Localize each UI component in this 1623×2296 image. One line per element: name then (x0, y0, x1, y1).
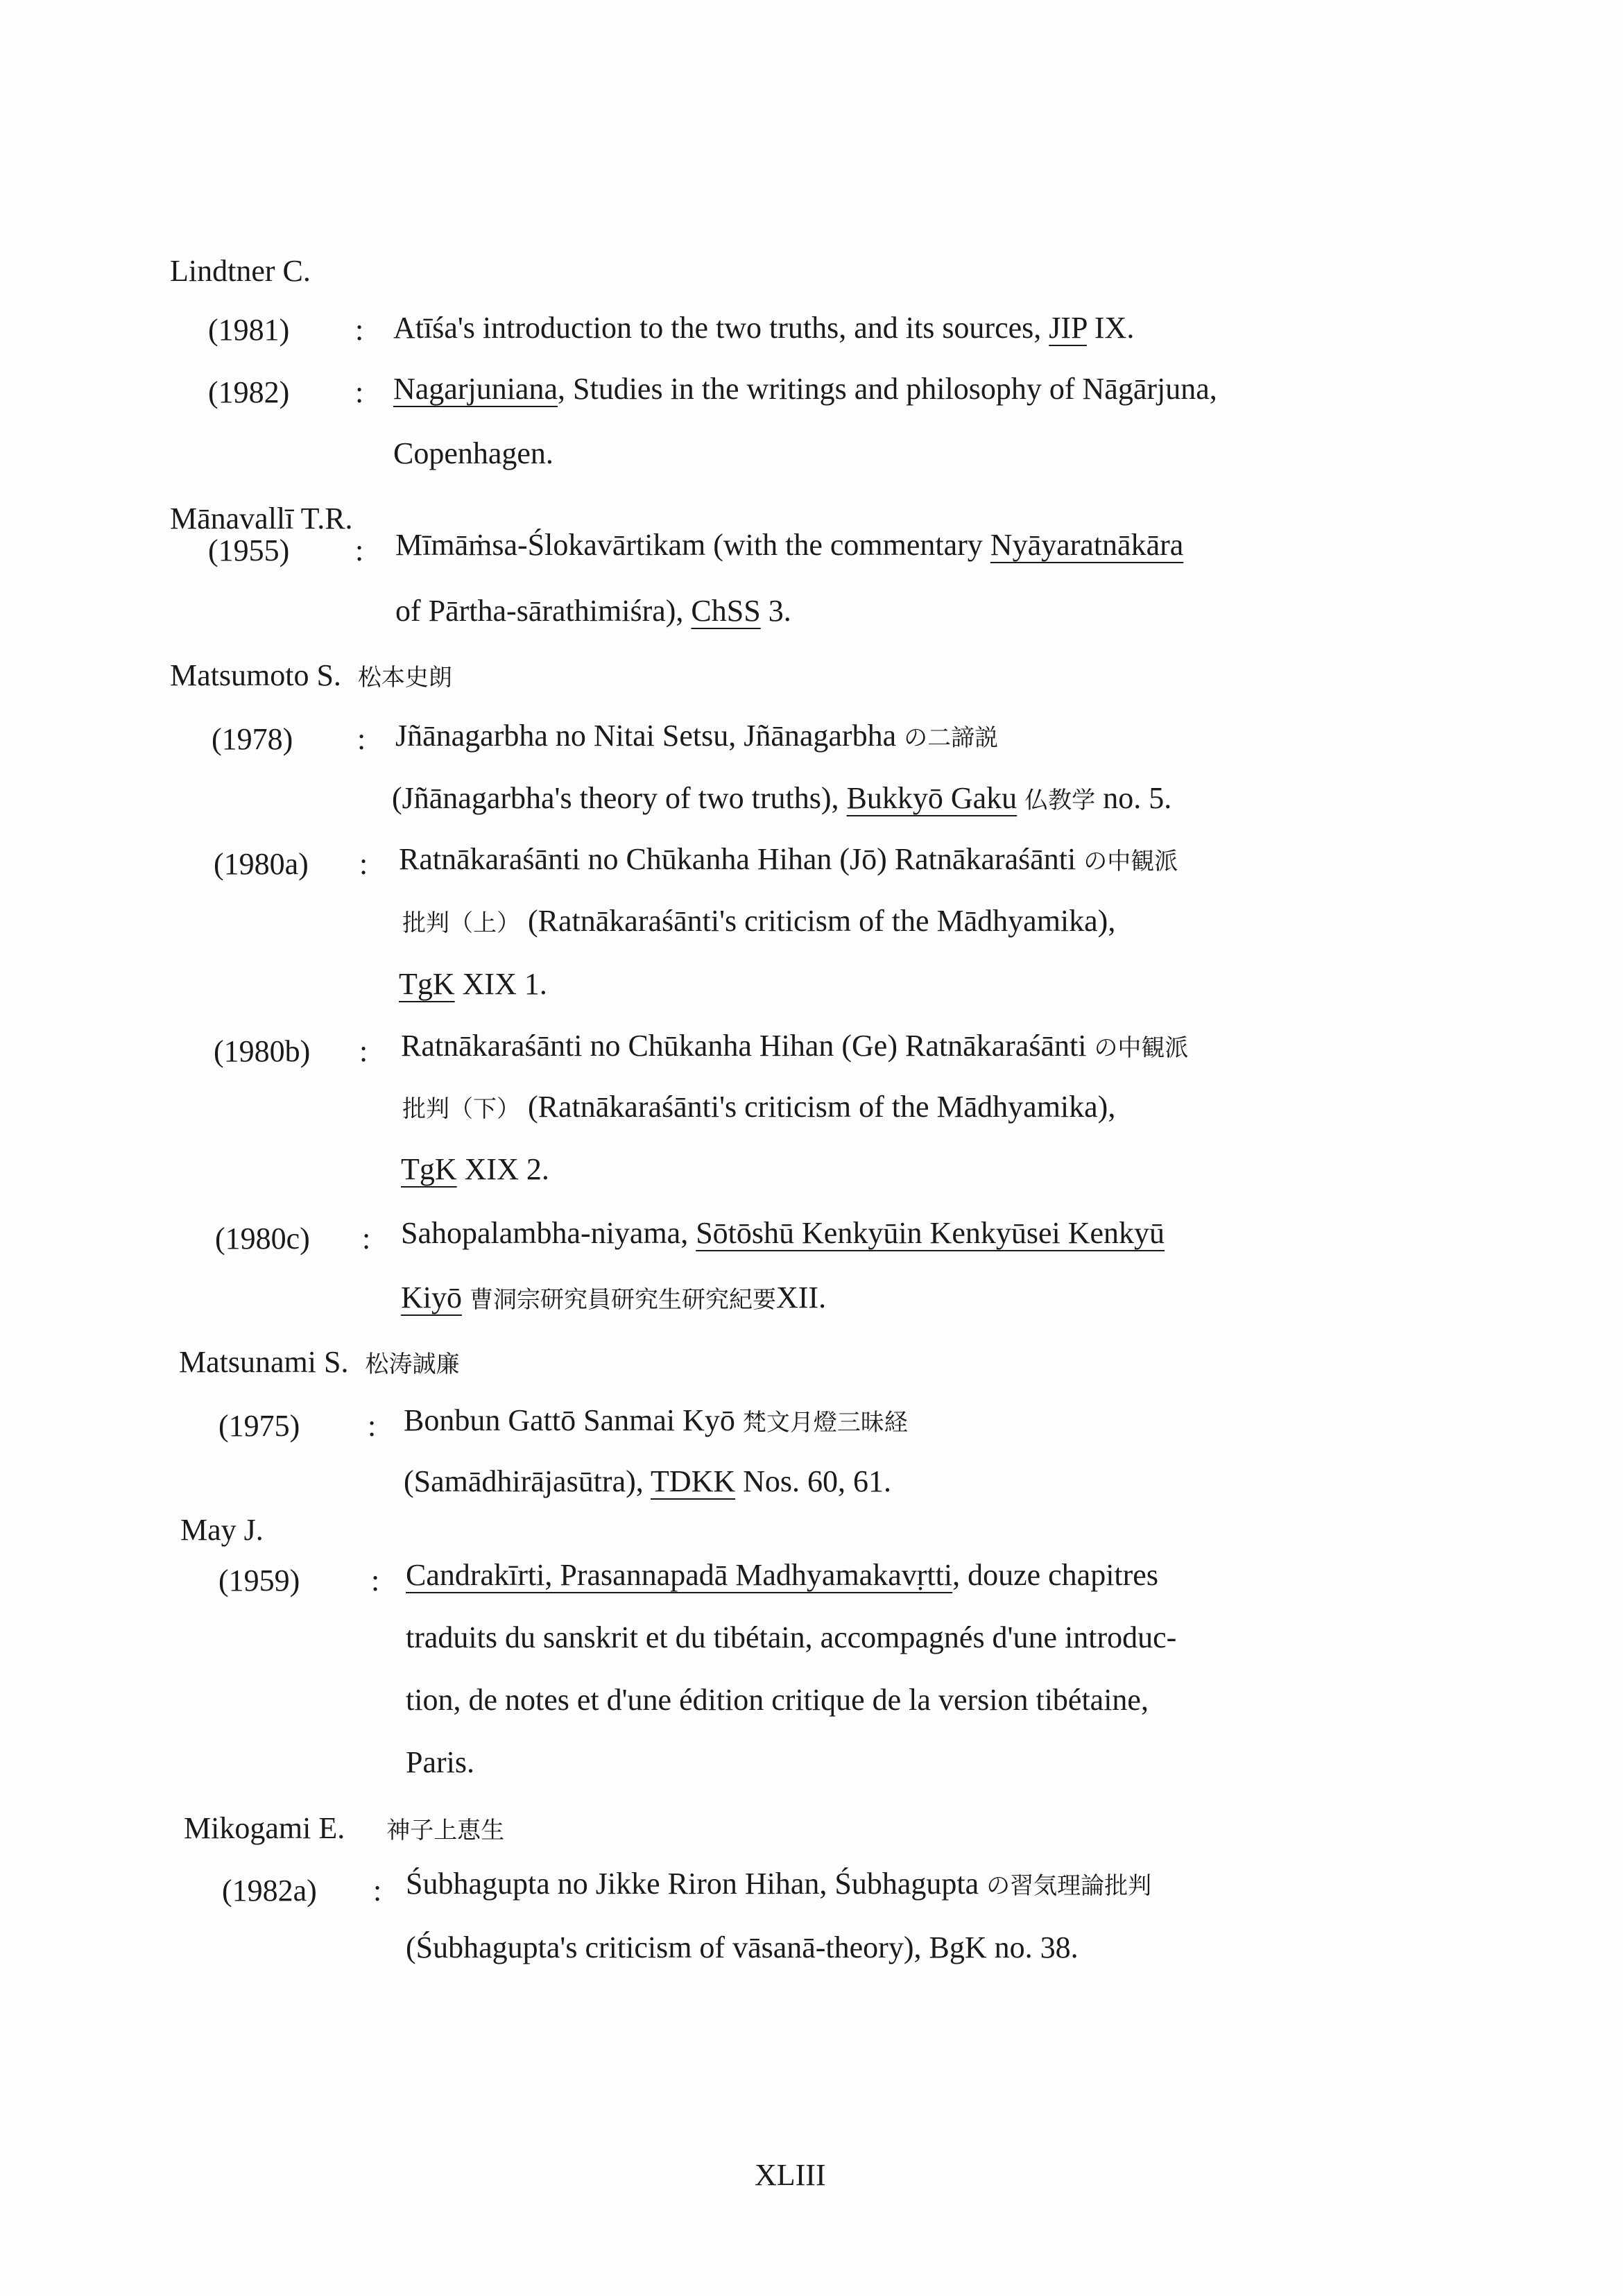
citation-line: Atīśa's introduction to the two truths, and its sources, JIP IX. (393, 311, 1135, 345)
colon-separator: : (355, 313, 364, 347)
citation-line: traduits du sanskrit et du tibétain, accompagnés d'une introduc- (406, 1620, 1177, 1654)
citation-line: Bonbun Gattō Sanmai Kyō 梵文月燈三昧経 (404, 1403, 908, 1437)
page-number: XLIII (755, 2158, 826, 2192)
work-year: (1982) (208, 375, 290, 409)
author-name (180, 1512, 264, 1548)
journal-abbrev: TDKK (650, 1464, 736, 1498)
author-name (170, 253, 311, 289)
author-label: Matsunami S. (179, 1345, 349, 1379)
work-year: (1980c) (215, 1222, 310, 1256)
citation-line: Mīmāṁsa-Ślokavārtikam (with the commentary Nyāyaratnākāra (395, 528, 1184, 562)
citation-line: of Pārtha-sārathimiśra), ChSS 3. (395, 594, 791, 628)
journal-abbrev: TgK (399, 967, 455, 1001)
work-year: (1959) (218, 1563, 300, 1597)
colon-separator: : (357, 722, 366, 756)
citation-line: Kiyō 曹洞宗研究員研究生研究紀要XII. (401, 1280, 827, 1314)
colon-separator: : (362, 1222, 371, 1256)
work-year: (1981) (208, 313, 290, 347)
citation-line: Śubhagupta no Jikke Riron Hihan, Śubhagupta の習気理論批判 (406, 1867, 1152, 1901)
author-japanese: 松涛誠廉 (365, 1351, 460, 1378)
citation-line: Ratnākaraśānti no Chūkanha Hihan (Ge) Ratnākaraśānti の中観派 (401, 1029, 1189, 1063)
author-label: Mānavallī T.R. (170, 502, 353, 536)
colon-separator: : (371, 1563, 380, 1597)
journal-abbrev: JIP (1049, 311, 1087, 345)
author-japanese: 神子上恵生 (386, 1817, 505, 1844)
colon-separator: : (373, 1874, 382, 1908)
commentary-title: Nyāyaratnākāra (990, 528, 1184, 562)
book-title: Nagarjuniana (393, 372, 558, 406)
citation-line: Jñānagarbha no Nitai Setsu, Jñānagarbha の二諦説 (395, 719, 999, 753)
citation-line: Copenhagen. (393, 436, 553, 470)
colon-separator: : (355, 533, 364, 567)
colon-separator: : (355, 375, 364, 409)
work-year: (1975) (218, 1409, 300, 1443)
author-label: Matsumoto S. (170, 658, 341, 692)
work-year: (1955) (208, 533, 290, 567)
series-abbrev: ChSS (691, 594, 761, 628)
citation-line: (Samādhirājasūtra), TDKK Nos. 60, 61. (404, 1464, 892, 1498)
author-name (179, 1344, 459, 1380)
journal-title: Bukkyō Gaku (846, 781, 1017, 815)
author-name (170, 501, 353, 536)
citation-line: Paris. (406, 1745, 474, 1779)
colon-separator: : (359, 847, 368, 881)
citation-line: TgK XIX 2. (401, 1152, 549, 1186)
author-label: May J. (180, 1513, 264, 1547)
colon-separator: : (368, 1409, 377, 1443)
journal-title: Kiyō (401, 1280, 462, 1314)
work-year: (1980a) (214, 847, 309, 881)
author-name (170, 658, 452, 693)
author-name (184, 1810, 504, 1846)
citation-line: (Śubhagupta's criticism of vāsanā-theory), BgK no. 38. (406, 1930, 1079, 1964)
citation-line: TgK XIX 1. (399, 967, 547, 1001)
author-japanese: 松本史朗 (357, 664, 452, 692)
citation-line: Nagarjuniana, Studies in the writings and philosophy of Nāgārjuna, (393, 372, 1217, 406)
citation-line: 批判（上） (Ratnākaraśānti's criticism of the Mādhyamika), (402, 904, 1116, 938)
citation-line: tion, de notes et d'une édition critique de la version tibétaine, (406, 1683, 1149, 1717)
book-title: Candrakīrti, Prasannapadā Madhyamakavṛtti (406, 1558, 953, 1592)
journal-abbrev: TgK (401, 1152, 457, 1186)
work-year: (1978) (212, 722, 293, 756)
author-label: Mikogami E. (184, 1811, 345, 1845)
author-label: Lindtner C. (170, 254, 311, 288)
work-year: (1982a) (222, 1874, 317, 1908)
citation-line: (Jñānagarbha's theory of two truths), Bukkyō Gaku 仏教学 no. 5. (392, 781, 1172, 815)
citation-line: Candrakīrti, Prasannapadā Madhyamakavṛtti, douze chapitres (406, 1558, 1158, 1592)
journal-title: Sōtōshū Kenkyūin Kenkyūsei Kenkyū (696, 1216, 1165, 1250)
citation-line: Sahopalambha-niyama, Sōtōshū Kenkyūin Kenkyūsei Kenkyū (401, 1216, 1165, 1250)
citation-line: 批判（下） (Ratnākaraśānti's criticism of the Mādhyamika), (402, 1090, 1116, 1124)
citation-line: Ratnākaraśānti no Chūkanha Hihan (Jō) Ratnākaraśānti の中観派 (399, 842, 1178, 876)
work-year: (1980b) (214, 1034, 311, 1068)
colon-separator: : (359, 1034, 368, 1068)
